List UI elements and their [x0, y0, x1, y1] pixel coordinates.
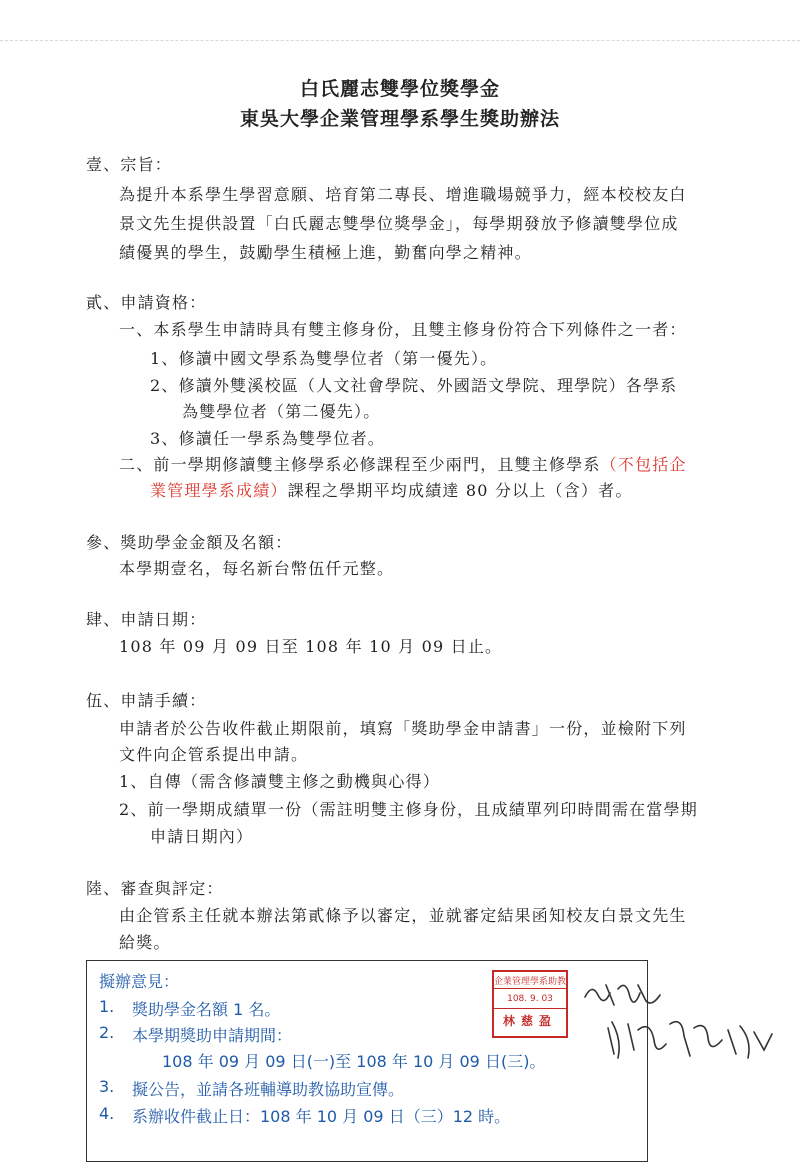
criterion-1b-cont: 為雙學位者（第二優先）。 — [182, 402, 381, 421]
section-5-heading: 伍、申請手續： — [86, 691, 207, 710]
criterion-2-exclusion-cont: 業管理學系成績） — [150, 481, 288, 500]
criterion-1: 一、本系學生申請時具有雙主修身份，且雙主修身份符合下列條件之一者： — [119, 320, 687, 339]
section-4-text: 108 年 09 月 09 日至 108 年 10 月 09 日止。 — [119, 637, 503, 656]
document-item-1: 1、自傳（需含修讀雙主修之動機與心得） — [119, 772, 440, 791]
stamp-office: 企業管理學系助教 — [494, 977, 567, 987]
proposal-item-1: 獎助學金名額 1 名。 — [132, 1000, 281, 1019]
doc-subtitle: 東吳大學企業管理學系學生獎助辦法 — [239, 108, 560, 130]
section-5-text: 文件向企管系提出申請。 — [119, 745, 309, 764]
proposal-num: 2. — [99, 1023, 115, 1042]
criterion-2-cont — [150, 478, 633, 501]
proposal-item-2: 本學期獎助申請期間： — [132, 1026, 293, 1045]
official-stamp — [492, 970, 568, 1038]
proposal-item-4: 系辦收件截止日：108 年 10 月 09 日（三）12 時。 — [132, 1107, 511, 1126]
criterion-1a: 1、修讀中國文學系為雙學位者（第一優先）。 — [150, 349, 498, 368]
proposal-num: 4. — [99, 1104, 115, 1123]
section-3-heading: 參、獎助學金金額及名額： — [86, 533, 293, 552]
proposal-heading: 擬辦意見： — [99, 972, 180, 991]
section-4-heading: 肆、申請日期： — [86, 610, 207, 629]
section-6-heading: 陸、審查與評定： — [86, 879, 224, 898]
criterion-2 — [119, 452, 687, 475]
criterion-2-text: 二、前一學期修讀雙主修學系必修課程至少兩門，且雙主修學系 — [119, 455, 601, 474]
stamp-date: 108. 9. 03 — [507, 994, 553, 1004]
criterion-1c: 3、修讀任一學系為雙學位者。 — [150, 429, 385, 448]
proposal-item-3: 擬公告，並請各班輔導助教協助宣傳。 — [132, 1080, 405, 1099]
document-item-2-cont: 申請日期內） — [150, 827, 254, 846]
section-2-heading: 貳、申請資格： — [86, 293, 207, 312]
document-item-2: 2、前一學期成績單一份（需註明雙主修身份，且成績單列印時間需在當學期 — [119, 800, 698, 819]
criterion-2-text-cont: 課程之學期平均成績達 80 分以上（含）者。 — [287, 481, 633, 500]
stamp-name: 林慈盈 — [502, 1014, 557, 1028]
signature-1 — [580, 975, 670, 1015]
top-divider — [0, 40, 800, 41]
section-1-text: 績優異的學生，鼓勵學生積極上進，勤奮向學之精神。 — [119, 243, 532, 262]
section-3-text: 本學期壹名，每名新台幣伍仟元整。 — [119, 559, 395, 578]
section-5-text: 申請者於公告收件截止期限前，填寫「獎助學金申請書」一份，並檢附下列 — [119, 719, 687, 738]
criterion-2-exclusion: （不包括企 — [600, 455, 687, 474]
section-1-heading: 壹、宗旨： — [86, 155, 173, 174]
proposal-num: 3. — [99, 1077, 115, 1096]
doc-title: 白氏麗志雙學位獎學金 — [299, 78, 500, 100]
section-6-text: 由企管系主任就本辦法第貳條予以審定，並就審定結果函知校友白景文先生 — [119, 906, 687, 925]
section-1-text: 為提升本系學生學習意願、培育第二專長、增進職場競爭力，經本校校友白 — [119, 185, 687, 204]
section-6-text: 給獎。 — [119, 933, 171, 952]
proposal-num: 1. — [99, 997, 115, 1016]
section-1-text: 景文先生提供設置「白氏麗志雙學位獎學金」，每學期發放予修讀雙學位成 — [119, 214, 679, 233]
signature-2 — [600, 1010, 780, 1070]
criterion-1b: 2、修讀外雙溪校區（人文社會學院、外國語文學院、理學院）各學系 — [150, 376, 678, 395]
proposal-item-2-dates: 108 年 09 月 09 日(一)至 108 年 10 月 09 日(三)。 — [162, 1052, 546, 1071]
